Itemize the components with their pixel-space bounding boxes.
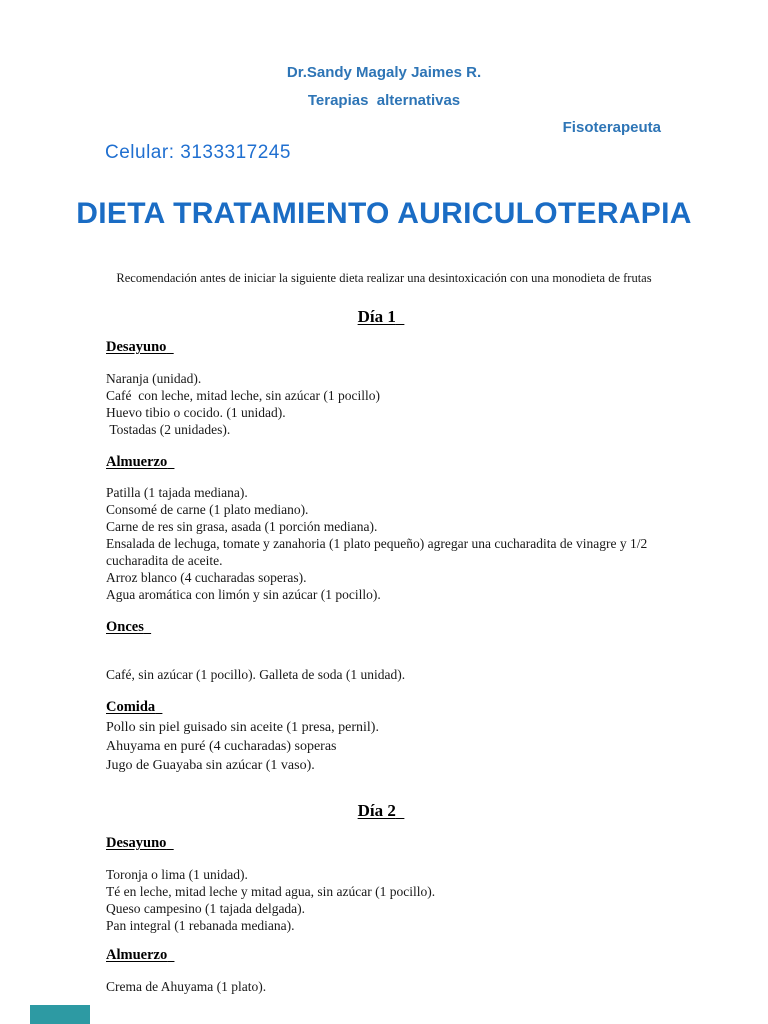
- section-items: [106, 370, 656, 438]
- section-heading-text: Almuerzo: [106, 947, 168, 963]
- diet-item: Ensalada de lechuga, tomate y zanahoria (1 plato pequeño) agregar una cucharadita de vinagre y 1/2 cucharadita de aceite.: [106, 536, 651, 568]
- diet-item: Queso campesino (1 tajada delgada).: [106, 901, 306, 916]
- diet-item: Toronja o lima (1 unidad).: [106, 867, 248, 882]
- diet-item: Carne de res sin grasa, asada (1 porción mediana).: [106, 519, 378, 534]
- diet-item: Café con leche, mitad leche, sin azúcar (1 pocillo): [106, 388, 381, 403]
- diet-item: Jugo de Guayaba sin azúcar (1 vaso).: [106, 758, 315, 773]
- section-items: [106, 978, 656, 995]
- section-items: [106, 666, 656, 683]
- diet-content: [0, 307, 768, 995]
- recommendation-note: Recomendación antes de iniciar la siguiente dieta realizar una desintoxicación con una monodieta de frutas: [116, 271, 652, 285]
- day-title: [106, 801, 656, 821]
- section-items: [106, 866, 656, 934]
- practice-name: Terapias alternativas: [307, 92, 461, 109]
- section-heading: [106, 835, 656, 852]
- page-title: DIETA TRATAMIENTO AURICULOTERAPIA: [76, 197, 692, 230]
- section-heading-text: Desayuno: [106, 835, 167, 851]
- section-heading: [106, 339, 656, 356]
- section-heading: [106, 947, 656, 964]
- diet-item: Tostadas (2 unidades).: [106, 422, 231, 437]
- next-page-peek: [30, 1005, 90, 1024]
- practitioner-role: Fisoterapeuta: [562, 119, 661, 136]
- diet-item: Café, sin azúcar (1 pocillo). Galleta de soda (1 unidad).: [106, 667, 406, 682]
- section-heading-text: Desayuno: [106, 339, 167, 355]
- doctor-name: Dr.Sandy Magaly Jaimes R.: [286, 64, 482, 81]
- day-title-text: Día 1: [357, 307, 396, 326]
- diet-item: Naranja (unidad).: [106, 371, 202, 386]
- diet-item: Huevo tibio o cocido. (1 unidad).: [106, 405, 286, 420]
- section-heading: [106, 619, 656, 636]
- diet-item: Patilla (1 tajada mediana).: [106, 485, 248, 500]
- section-items: [106, 718, 656, 775]
- diet-item: Pan integral (1 rebanada mediana).: [106, 918, 295, 933]
- diet-item: Arroz blanco (4 cucharadas soperas).: [106, 570, 307, 585]
- diet-item: Ahuyama en puré (4 cucharadas) soperas: [106, 739, 337, 754]
- section-items: [106, 484, 656, 603]
- day-title: [106, 307, 656, 327]
- diet-item: Pollo sin piel guisado sin aceite (1 presa, pernil).: [106, 720, 379, 735]
- diet-item: Té en leche, mitad leche y mitad agua, sin azúcar (1 pocillo).: [106, 884, 436, 899]
- phone-number: Celular: 3133317245: [105, 142, 291, 163]
- section-heading: [106, 699, 656, 716]
- section-heading-text: Almuerzo: [106, 454, 168, 470]
- section-heading: [106, 454, 656, 471]
- diet-item: Agua aromática con limón y sin azúcar (1 pocillo).: [106, 587, 381, 602]
- section-heading-text: Onces: [106, 619, 144, 635]
- diet-item: Consomé de carne (1 plato mediano).: [106, 502, 309, 517]
- diet-item: Crema de Ahuyama (1 plato).: [106, 979, 267, 994]
- day-title-text: Día 2: [357, 801, 396, 820]
- section-heading-text: Comida: [106, 699, 156, 715]
